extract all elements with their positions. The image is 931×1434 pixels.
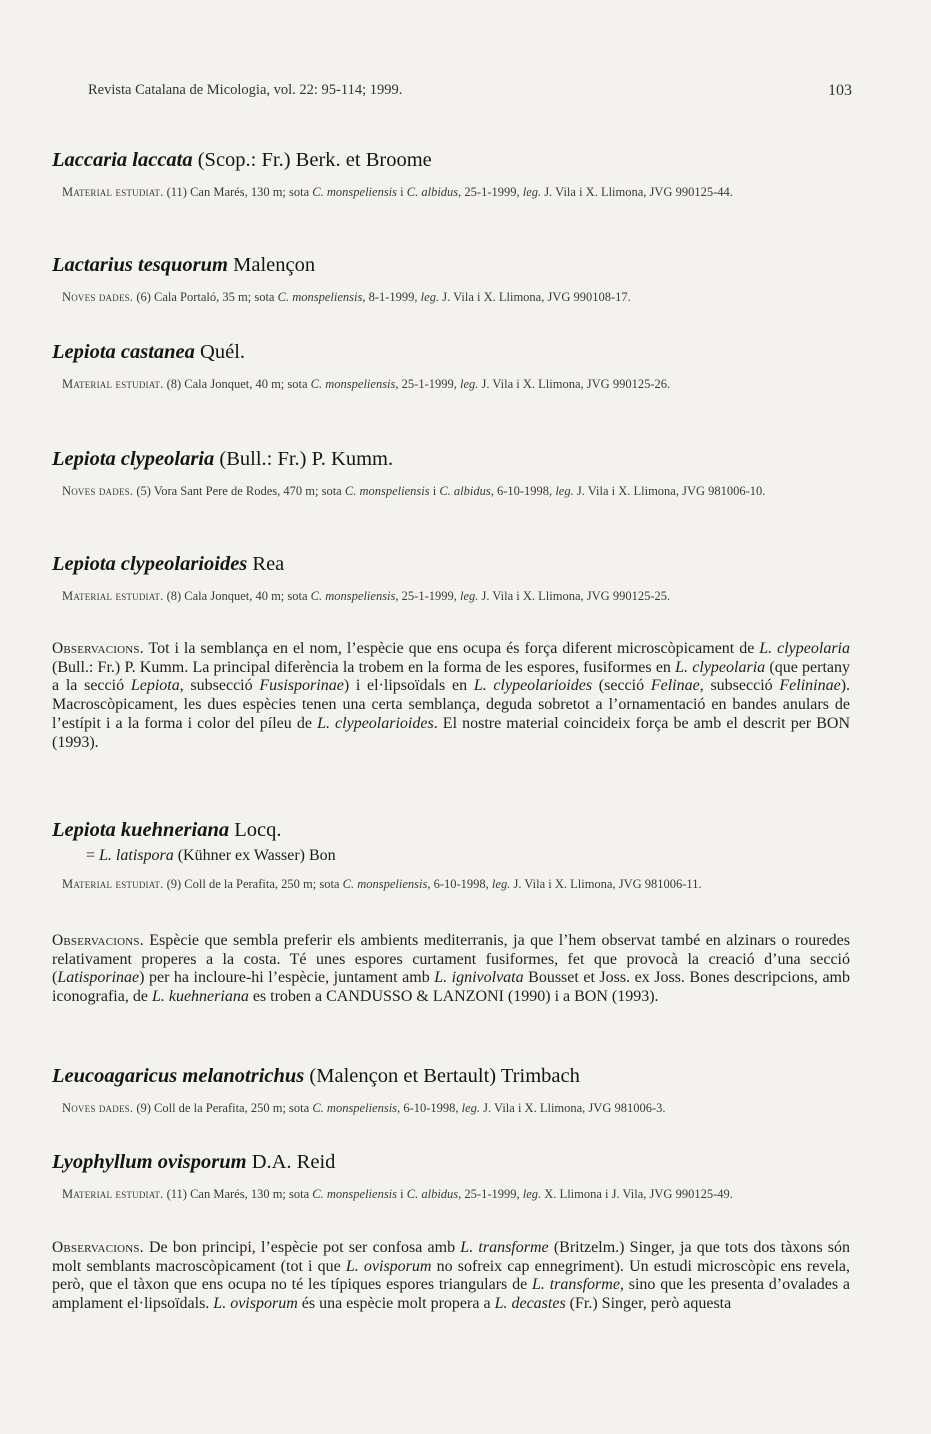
record-label: Material estudiat. <box>62 877 164 891</box>
species-entry-lepiota-clypeolarioides <box>52 552 852 605</box>
species-author: (Malençon et Bertault) Trimbach <box>309 1065 580 1087</box>
species-name: Lepiota clypeolarioides <box>52 553 248 575</box>
species-author: Locq. <box>234 819 282 841</box>
species-author: Rea <box>252 553 285 575</box>
species-title <box>52 253 852 277</box>
material-record: Noves dades. (9) Coll de la Perafita, 250 m; sota C. monspeliensis, 6-10-1998, leg. J. Vila i X. Llimona, JVG 981006-3. <box>62 1101 666 1115</box>
species-author: (Scop.: Fr.) Berk. et Broome <box>197 149 432 171</box>
record-label: Noves dades. <box>62 484 134 498</box>
species-name: Laccaria laccata <box>52 149 193 171</box>
record-label: Material estudiat. <box>62 589 164 603</box>
material-record: Material estudiat. (9) Coll de la Perafita, 250 m; sota C. monspeliensis, 6-10-1998, leg. J. Vila i X. Llimona, JVG 981006-11. <box>62 877 702 891</box>
journal-citation: Revista Catalana de Micologia, vol. 22: 95-114; 1999. <box>88 82 403 98</box>
record-label: Material estudiat. <box>62 185 164 199</box>
species-name: Lepiota clypeolaria <box>52 448 215 470</box>
observations-text: Tot i la semblança en el nom, l’espècie que ens ocupa és força diferent microscòpicament de L. clypeolaria (Bull.: Fr.) P. Kumm. La principal diferència la trobem en la forma de les espores, fusiformes en L. clypeolaria (que pertany a la secció Lepiota, subsecció Fusisporinae) i el·lipsoïdals en L. clypeolarioides (secció Felinae, subsecció Felininae). Macroscòpicament, les dues espècies tenen una certa semblança, deguda sobretot a l’ornamentació en bandes anulars de l’estípit i a la forma i color del píleu de L. clypeolarioides. El nostre material coincideix força be amb el descrit per BON (1993). <box>52 640 851 751</box>
material-record: Material estudiat. (8) Cala Jonquet, 40 m; sota C. monspeliensis, 25-1-1999, leg. J. Vila i X. Llimona, JVG 990125-26. <box>62 377 671 391</box>
species-entry-lyophyllum-ovisporum <box>52 1150 852 1203</box>
species-title <box>52 1064 852 1088</box>
species-entry-lactarius-tesquorum <box>52 253 852 306</box>
page-number: 103 <box>828 82 852 99</box>
observations-paragraph <box>52 1239 850 1314</box>
observations-text: De bon principi, l’espècie pot ser confosa amb L. transforme (Britzelm.) Singer, ja que tots dos tàxons són molt semblants macroscòpicament (tot i que L. ovisporum no sofreix cap ennegriment). Un estudi microscòpic ens revela, però, que el tàxon que ens ocupa no té les típiques espores triangulars de L. transforme, sino que les presenta d’ovalades a amplament el·lipsoïdals. L. ovisporum és una espècie molt propera a L. decastes (Fr.) Singer, però aquesta <box>52 1239 851 1313</box>
observations-label: Observacions. <box>52 640 144 657</box>
species-author: Quél. <box>200 341 246 363</box>
species-entry-lepiota-castanea <box>52 340 852 393</box>
material-record: Noves dades. (6) Cala Portaló, 35 m; sota C. monspeliensis, 8-1-1999, leg. J. Vila i X. Llimona, JVG 990108-17. <box>62 290 631 304</box>
material-record: Noves dades. (5) Vora Sant Pere de Rodes, 470 m; sota C. monspeliensis i C. albidus, 6-10-1998, leg. J. Vila i X. Llimona, JVG 981006-10. <box>62 484 766 498</box>
observations-label: Observacions. <box>52 932 144 949</box>
material-record: Material estudiat. (8) Cala Jonquet, 40 m; sota C. monspeliensis, 25-1-1999, leg. J. Vila i X. Llimona, JVG 990125-25. <box>62 589 671 603</box>
record-label: Noves dades. <box>62 1101 134 1115</box>
species-author: (Bull.: Fr.) P. Kumm. <box>219 448 394 470</box>
record-label: Material estudiat. <box>62 377 164 391</box>
species-title <box>52 340 852 364</box>
species-author: Malençon <box>233 254 316 276</box>
species-entry-lepiota-clypeolaria <box>52 447 852 500</box>
record-label: Material estudiat. <box>62 1187 164 1201</box>
species-title <box>52 818 852 842</box>
species-title <box>52 447 852 471</box>
record-label: Noves dades. <box>62 290 134 304</box>
species-title <box>52 552 852 576</box>
species-title <box>52 1150 852 1174</box>
observations-text: Espècie que sembla preferir els ambients mediterranis, ja que l’hem observat també en alzinars o rouredes relativament properes a la costa. Té unes espores curtament fusiformes, fet que provocà la creació d’una secció (Latisporinae) per ha incloure-hi l’espècie, juntament amb L. ignivolvata Bousset et Joss. ex Joss. Bones descripcions, amb iconografia, de L. kuehneriana es troben a CANDUSSO & LANZONI (1990) i a BON (1993). <box>52 932 851 1006</box>
material-record: Material estudiat. (11) Can Marés, 130 m; sota C. monspeliensis i C. albidus, 25-1-1999, leg. X. Llimona i J. Vila, JVG 990125-49. <box>62 1187 733 1201</box>
observations-paragraph <box>52 932 850 1007</box>
species-entry-leucoagaricus-melanotrichus <box>52 1064 852 1117</box>
species-name: Lactarius tesquorum <box>52 254 228 276</box>
species-name: Lyophyllum ovisporum <box>52 1151 247 1173</box>
species-title <box>52 148 852 172</box>
species-name: Lepiota kuehneriana <box>52 819 230 841</box>
species-entry-lepiota-kuehneriana <box>52 818 852 893</box>
species-name: Lepiota castanea <box>52 341 195 363</box>
species-author: D.A. Reid <box>251 1151 336 1173</box>
observations-paragraph <box>52 640 850 752</box>
species-name: Leucoagaricus melanotrichus <box>52 1065 305 1087</box>
material-record: Material estudiat. (11) Can Marés, 130 m; sota C. monspeliensis i C. albidus, 25-1-1999, leg. J. Vila i X. Llimona, JVG 990125-44. <box>62 185 733 199</box>
species-entry-laccaria-laccata <box>52 148 852 201</box>
synonym: = L. latispora (Kühner ex Wasser) Bon <box>86 847 336 864</box>
observations-label: Observacions. <box>52 1239 144 1256</box>
